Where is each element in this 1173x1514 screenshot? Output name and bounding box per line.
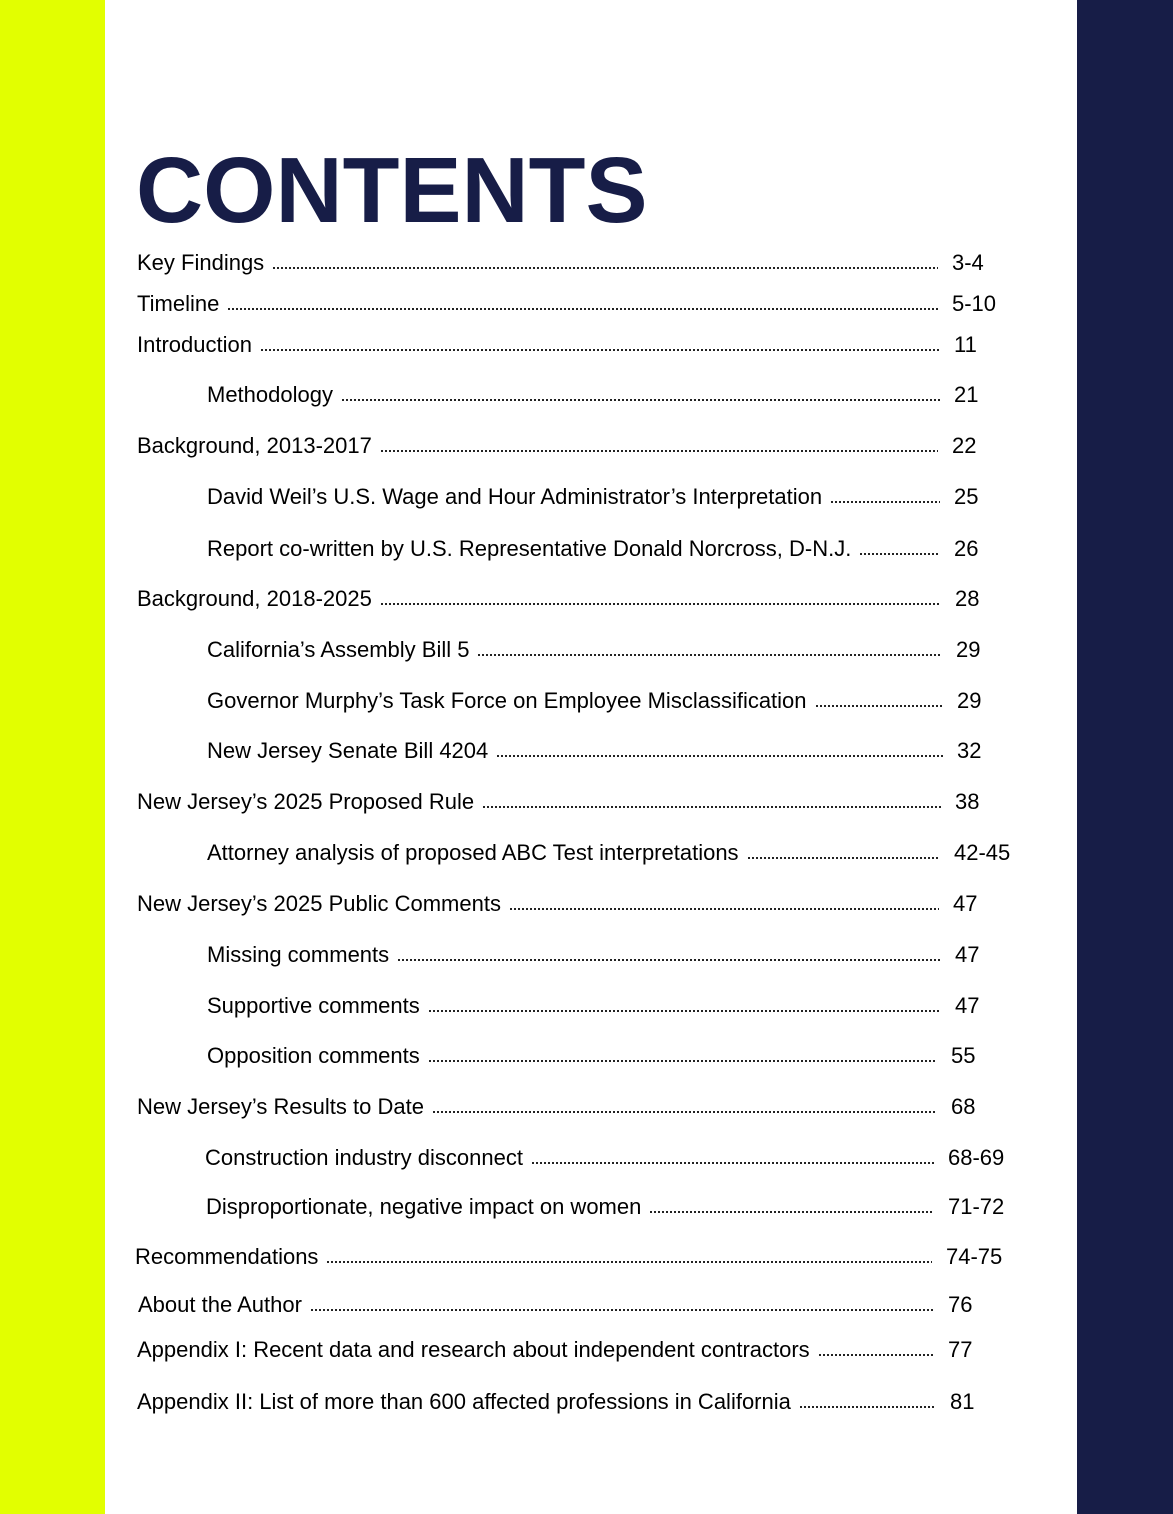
- dot-leader: [859, 552, 940, 556]
- toc-entry[interactable]: [137, 1092, 943, 1122]
- dot-leader: [649, 1210, 934, 1214]
- toc-entry[interactable]: [207, 991, 947, 1021]
- toc-entry[interactable]: [207, 838, 946, 868]
- toc-entry[interactable]: [137, 584, 947, 614]
- toc-entry[interactable]: [135, 1242, 938, 1272]
- toc-entry-label: Background, 2013-2017: [137, 433, 372, 458]
- toc-entry[interactable]: [207, 1041, 943, 1071]
- toc-entry[interactable]: [137, 431, 944, 461]
- toc-entry-label: Appendix II: List of more than 600 affected professions in California: [137, 1389, 791, 1414]
- toc-page-number: 26: [954, 536, 979, 561]
- toc-page-number: 74-75: [946, 1244, 1003, 1269]
- toc-entry-label: Attorney analysis of proposed ABC Test interpretations: [207, 840, 739, 865]
- toc-entry-label: Appendix I: Recent data and research about independent contractors: [137, 1337, 810, 1362]
- dot-leader: [380, 602, 941, 606]
- toc-entry[interactable]: [137, 889, 945, 919]
- toc-page-number: 5-10: [952, 291, 997, 316]
- dot-leader: [432, 1110, 937, 1114]
- dot-leader: [477, 653, 942, 657]
- toc-entry-label: New Jersey’s 2025 Public Comments: [137, 891, 501, 916]
- toc-entry-label: Background, 2018-2025: [137, 586, 372, 611]
- toc-entry[interactable]: [137, 787, 947, 817]
- dot-leader: [428, 1009, 941, 1013]
- toc-entry[interactable]: [138, 1290, 940, 1320]
- toc-entry-label: Opposition comments: [207, 1043, 420, 1068]
- dot-leader: [830, 500, 940, 504]
- toc-page-number: 68: [951, 1094, 976, 1119]
- toc-entry[interactable]: [206, 1192, 940, 1222]
- toc-entry-label: Key Findings: [137, 250, 265, 275]
- toc-page-number: 25: [954, 484, 979, 509]
- toc-page-number: 11: [954, 332, 977, 357]
- toc-entry[interactable]: [207, 635, 948, 665]
- toc-entry-label: California’s Assembly Bill 5: [207, 637, 470, 662]
- dot-leader: [818, 1353, 934, 1357]
- toc-page-number: 55: [951, 1043, 976, 1068]
- toc-page-number: 47: [955, 942, 980, 967]
- dot-leader: [509, 907, 939, 911]
- toc-entry-label: Supportive comments: [207, 993, 420, 1018]
- toc-page-number: 28: [955, 586, 980, 611]
- dot-leader: [310, 1308, 934, 1312]
- dot-leader: [272, 266, 938, 270]
- dot-leader: [428, 1059, 937, 1063]
- toc-entry[interactable]: [207, 686, 949, 716]
- toc-page-number: 38: [955, 789, 980, 814]
- toc-page-number: 32: [957, 738, 982, 763]
- toc-entry[interactable]: [137, 1387, 942, 1417]
- dot-leader: [260, 348, 940, 352]
- toc-page-number: 22: [952, 433, 977, 458]
- toc-entry[interactable]: [137, 289, 944, 319]
- toc-page-number: 76: [948, 1292, 973, 1317]
- toc-page-number: 77: [948, 1337, 973, 1362]
- toc-entry[interactable]: [205, 1143, 940, 1173]
- dot-leader: [496, 754, 943, 758]
- toc-entry[interactable]: [207, 940, 947, 970]
- toc-entry-label: Recommendations: [135, 1244, 319, 1269]
- dot-leader: [326, 1260, 932, 1264]
- toc-entry-label: Methodology: [207, 382, 333, 407]
- page-title: CONTENTS: [136, 138, 648, 242]
- dot-leader: [227, 307, 938, 311]
- toc-entry-label: Construction industry disconnect: [205, 1145, 523, 1170]
- toc-entry[interactable]: [207, 736, 949, 766]
- toc-entry-label: David Weil’s U.S. Wage and Hour Administrator’s Interpretation: [207, 484, 823, 509]
- toc-entry[interactable]: [137, 248, 944, 278]
- dot-leader: [380, 449, 938, 453]
- toc-entry-label: Introduction: [137, 332, 252, 357]
- toc-entry[interactable]: [207, 482, 946, 512]
- toc-entry-label: About the Author: [138, 1292, 302, 1317]
- toc-page-number: 42-45: [954, 840, 1011, 865]
- dot-leader: [531, 1161, 934, 1165]
- toc-page-number: 47: [953, 891, 978, 916]
- toc-page-number: 47: [955, 993, 980, 1018]
- toc-entry[interactable]: [207, 534, 946, 564]
- toc-page-number: 29: [957, 688, 982, 713]
- toc-page-number: 29: [956, 637, 981, 662]
- toc-entry-label: Governor Murphy’s Task Force on Employee Misclassification: [207, 688, 807, 713]
- toc-page-number: 71-72: [948, 1194, 1005, 1219]
- dot-leader: [482, 805, 941, 809]
- toc-entry-label: Timeline: [137, 291, 220, 316]
- toc-entry-label: Report co-written by U.S. Representative Donald Norcross, D-N.J.: [207, 536, 852, 561]
- toc-page-number: 81: [950, 1389, 975, 1414]
- toc-page-number: 68-69: [948, 1145, 1005, 1170]
- dot-leader: [799, 1405, 936, 1409]
- dot-leader: [815, 704, 943, 708]
- toc-page-number: 3-4: [952, 250, 984, 275]
- toc-entry[interactable]: [207, 380, 946, 410]
- toc-entry-label: Missing comments: [207, 942, 390, 967]
- toc-entry-label: New Jersey’s 2025 Proposed Rule: [137, 789, 475, 814]
- dot-leader: [747, 856, 940, 860]
- dot-leader: [397, 958, 941, 962]
- toc-entry-label: Disproportionate, negative impact on women: [206, 1194, 642, 1219]
- toc-entry[interactable]: [137, 330, 946, 360]
- dot-leader: [341, 398, 940, 402]
- toc-page-number: 21: [954, 382, 979, 407]
- toc-entry-label: New Jersey’s Results to Date: [137, 1094, 424, 1119]
- toc-entry[interactable]: [137, 1335, 940, 1365]
- right-accent-band: [1077, 0, 1173, 1514]
- left-accent-band: [0, 0, 105, 1514]
- toc-entry-label: New Jersey Senate Bill 4204: [207, 738, 489, 763]
